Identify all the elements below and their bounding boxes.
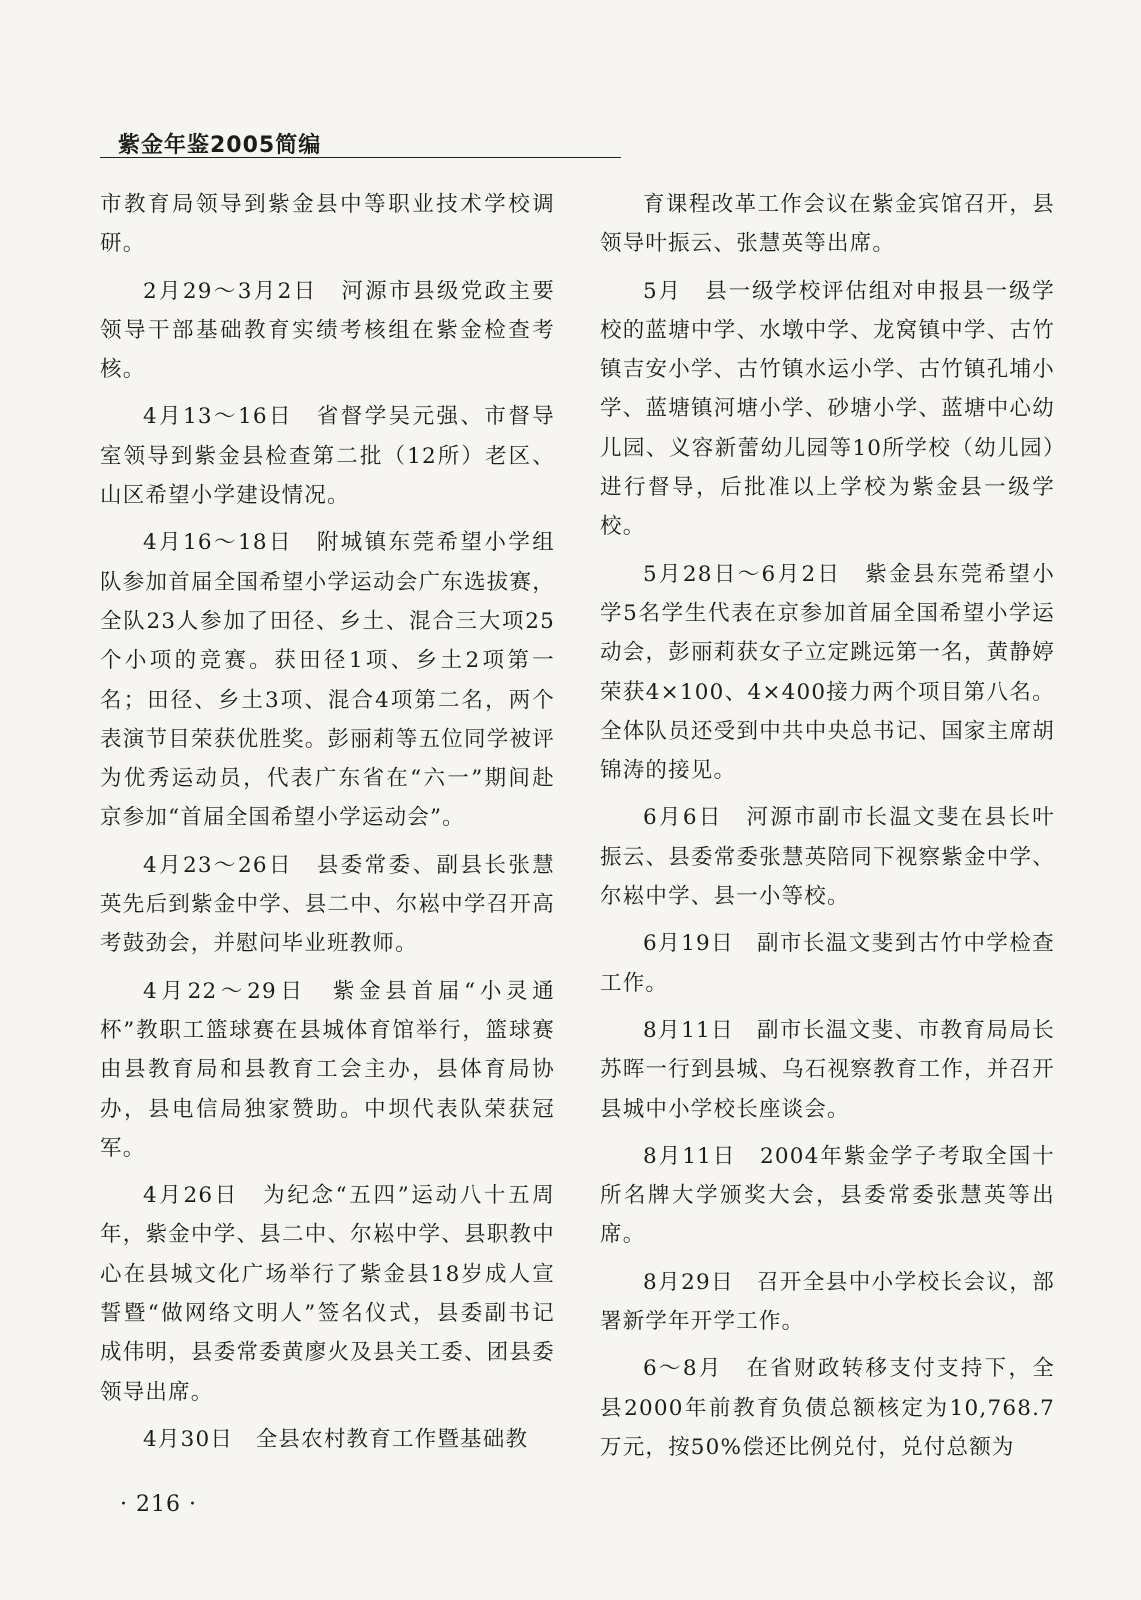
- paragraph: 2月29～3月2日 河源市县级党政主要领导干部基础教育实绩考核组在紫金检查考核。: [100, 278, 555, 383]
- paragraph: 5月 县一级学校评估组对申报县一级学校的蓝塘中学、水墩中学、龙窝镇中学、古竹镇吉安小学、古竹镇水运小学、古竹镇孔埔小学、蓝塘镇河塘小学、砂塘小学、蓝塘中心幼儿园、义容新蕾幼儿园等10所学校（幼儿园）进行督导，后批准以上学校为紫金县一级学校。: [600, 278, 1055, 540]
- paragraph: 5月28日～6月2日 紫金县东莞希望小学5名学生代表在京参加首届全国希望小学运动会，彭丽莉获女子立定跳远第一名，黄静婷荣获4×100、4×400接力两个项目第八名。全体队员还受到中共中央总书记、国家主席胡锦涛的接见。: [600, 561, 1055, 784]
- paragraph: 8月29日 召开全县中小学校长会议，部署新学年开学工作。: [600, 1269, 1055, 1335]
- paragraph: 8月11日 副市长温文斐、市教育局局长苏晖一行到县城、乌石视察教育工作，并召开县城中小学校长座谈会。: [600, 1017, 1055, 1122]
- paragraph: 4月30日 全县农村教育工作暨基础教: [143, 1426, 529, 1452]
- paragraph: 育课程改革工作会议在紫金宾馆召开，县领导叶振云、张慧英等出席。: [600, 192, 1055, 257]
- paragraph: 4月26日 为纪念“五四”运动八十五周年，紫金中学、县二中、尔崧中学、县职教中心在县城文化广场举行了紫金县18岁成人宣誓暨“做网络文明人”签名仪式，县委副书记成伟明，县委常委黄廖火及县关工委、团县委领导出席。: [100, 1183, 555, 1405]
- paragraph: 4月23～26日 县委常委、副县长张慧英先后到紫金中学、县二中、尔崧中学召开高考鼓劲会，并慰问毕业班教师。: [100, 852, 555, 957]
- right-column: [600, 185, 1055, 1467]
- header-rule: [100, 157, 621, 158]
- paragraph: 4月16～18日 附城镇东莞希望小学组队参加首届全国希望小学运动会广东选拔赛，全队23人参加了田径、乡土、混合三大项25个小项的竞赛。获田径1项、乡土2项第一名；田径、乡土3项、混合4项第二名，两个表演节目荣获优胜奖。彭丽莉等五位同学被评为优秀运动员，代表广东省在“六一”期间赴京参加“首届全国希望小学运动会”。: [100, 530, 555, 831]
- page-number: · 216 ·: [120, 1492, 197, 1517]
- left-column: [100, 185, 555, 1459]
- paragraph: 6～8月 在省财政转移支付支持下，全县2000年前教育负债总额核定为10,768.7万元，按50%偿还比例兑付，兑付总额为: [600, 1356, 1055, 1460]
- paragraph: 4月13～16日 省督学吴元强、市督导室领导到紫金县检查第二批（12所）老区、山区希望小学建设情况。: [100, 404, 555, 509]
- paragraph: 8月11日 2004年紫金学子考取全国十所名牌大学颁奖大会，县委常委张慧英等出席。: [600, 1143, 1055, 1248]
- paragraph: 4月22～29日 紫金县首届“小灵通杯”教职工篮球赛在县城体育馆举行，篮球赛由县教育局和县教育工会主办，县体育局协办，县电信局独家赞助。中坝代表队荣获冠军。: [100, 978, 555, 1161]
- paragraph: 6月19日 副市长温文斐到古竹中学检查工作。: [600, 931, 1055, 996]
- paragraph: 6月6日 河源市副市长温文斐在县长叶振云、县委常委张慧英陪同下视察紫金中学、尔崧中学、县一小等校。: [600, 805, 1055, 910]
- running-header-title: 紫金年鉴2005简编: [118, 133, 322, 158]
- paragraph: 市教育局领导到紫金县中等职业技术学校调研。: [100, 192, 555, 257]
